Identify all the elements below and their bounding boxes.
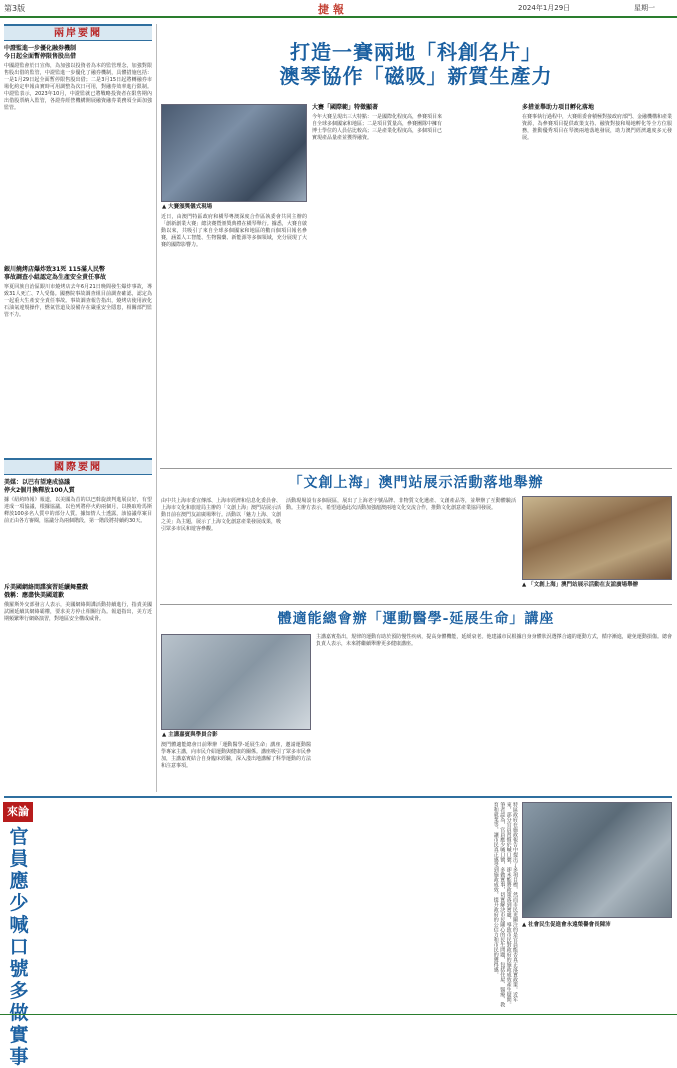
photo-caption: ▲ 大賽頒獎儀式現場 [162,204,213,210]
culture-headline: 「文創上海」澳門站展示活動落地舉辦 [288,475,544,491]
page-number: 第3版 [4,4,26,13]
article-headline: 銀川燒烤店爆炸致31死 115滿人民幣 [4,266,105,273]
article-body: 俄羅斯外交部發言人表示，美國網絡間諜活動持續進行，指責美國試圖延續其網絡霸權，要求美方停止相關行為。報道指出，美方近期頻繁舉行網絡演習，對地區安全構成威脅。 [4,602,152,622]
sports-headline: 體適能總會辦「運動醫學-延展生命」講座 [277,611,555,627]
section-divider [160,604,672,605]
article-body: 今年大賽呈現出三大特點：一是國際化程度高，參賽項目來自全球多個國家和地區；二是項目質量高，參賽團隊中擁有博士學位的人員佔比較高；三是產業化程度高，多個項目已實現產品量產並獲得融資。 [312,114,443,141]
article-subheadline: 停火2個月換釋放100人質 [4,487,75,494]
section-header-international: 國際要聞 [4,458,152,475]
author-portrait-photo [522,802,672,918]
main-headline: 打造一賽兩地「科創名片」 [290,40,542,64]
article-body: 主講嘉賓指出，規律的運動有助於預防慢性疾病，提高身體機能，延緩衰老。他建議市民根據自身身體狀況選擇合適的運動方式，循序漸進，避免運動損傷。總會負責人表示，未來將繼續舉辦更多健康講座。 [316,634,672,647]
photo-caption: ▲ 主講嘉賓與學員合影 [162,732,218,738]
award-ceremony-photo [161,104,307,202]
article-body: 在賽事執行過程中，大賽組委會積極對接政府部門、金融機構和產業資源，為參賽項目提供政策支持、融資對接和場地孵化等全方位服務，推動優秀項目在琴澳兩地落地發展，助力澳門經濟適度多元發展。 [522,114,673,141]
issue-weekday: 星期一 [634,4,655,12]
section-divider [4,796,672,798]
lecture-group-photo [161,634,311,730]
page-footer [0,1014,677,1024]
article-body: 據《紐約時報》報道，以美國為首的以巴斡旋談判進展良好，有望達成一項協議，根據協議，以色列將停火約兩個月，以換取哈馬斯釋放100多名人質中的部分人質。據知情人士透露，該協議草案目前正由各方審閱，協議分為兩個階段，第一階段將持續約30天。 [4,497,152,524]
article-body: 中國證監會於日宣佈，為加強以投資者為本的監管理念，加強對限售股出借的監管，中證監進一步優化了融券機制，具體措施包括：一是1月29日起全面暫停限售股出借；二是3月15日起將轉融券市場化約定申報由實時可用調整為次日可用，對融券效率進行限制。中證監表示，2023年10月，中證監就已將戰略投資者在限售期內出借股票納入監管，各證券經營機構開展融資融券業務須全面加強監管。 [4,63,152,111]
article-subheadline: 俄稱：應盡快美國道歉 [4,592,65,599]
photo-caption: ▲ 社會民生促進會永遠榮譽會長陳沛 [522,922,611,928]
article-body: 寧夏回族自治區銀川市燒烤店去年6月21日晚間發生爆炸事故，導致31人死亡、7人受傷。國務院事故調查組目前調查確認，認定為一起重大生產安全責任事故。事故調查報告指出，燒烤店使用液化石油氣違規操作，燃氣管道及設備存在嚴重安全隱患，相關部門監管不力。 [4,284,152,318]
article-body: 近日，由澳門特區政府和橫琴粵澳深度合作區執委會共同主辦的「創新創業大賽」總決賽暨頒獎典禮在橫琴舉行。據悉，大賽自啟動以來，共吸引了來自全球多個國家和地區的數百個項目報名參賽，涵蓋人工智能、生物醫藥、新能源等多個領域，充分展現了大賽的國際影響力。 [161,214,307,248]
article-body: 澳門體適能總會日前舉辦「運動醫學-延展生命」講座，邀請運動醫學專家主講，向市民介紹運動與健康的關係。講座吸引了眾多市民參加，主講嘉賓結合自身臨床經驗，深入淺出地講解了科學運動的方法和注意事項。 [161,742,312,769]
article-headline: 斥美國網絡間諜演習延續舞臺戲 [4,584,89,591]
article-headline: 中證監進一步優化融券機制 [4,45,77,52]
main-subheadline: 澳琴協作「磁吸」新質生產力 [279,64,553,88]
culture-exhibition-photo [522,496,672,580]
opinion-headline: 官員應少喊口號多做實事 [9,826,29,1068]
photo-caption: ▲ 「文創上海」澳門站展示活動在友誼廣場舉辦 [522,582,639,588]
article-subheading: 多措並舉助力項目孵化落地 [522,104,595,111]
article-body: 活動現場設有多個展區，展出了上海老字號品牌、非物質文化遺產、文創產品等，並舉辦了互動體驗活動。主辦方表示，希望通過此次活動加強滬澳兩地文化交流合作，推動文化創意產業協同發展。 [286,498,516,511]
opinion-body: 特區政府在施政報告中提出了多項目標，然而市民更關注的是官員能否真正落實政策。近年來，部分官員習慣於喊口號，卻未能將政策落到實處，導致市民對政府的施政成效產生疑問。筆者認為，官員應少喊口號，多做實事，切實解決市民關心的民生問題，包括住屋、醫療、教育和就業等，讓市民真正感受到施政成效，提升政府的公信力和市民的獲得感。 [492,802,518,1007]
masthead [0,0,677,18]
section-divider [160,468,672,469]
article-headline: 美媒：以巴有望達成協議 [4,479,71,486]
article-body: 由中共上海市委宣傳部、上海市經濟和信息化委員會、上海市文化和旅遊局主辦的「文創上海」澳門站展示活動日前在澳門友誼廣場舉行。活動以「魅力上海、文創之美」為主題，展示了上海文化創意產業發展成果，吸引眾多市民和遊客參觀。 [161,498,282,532]
article-subheading: 大賽「國際範」特徵顯著 [312,104,379,111]
issue-date: 2024年1月29日 [518,4,571,12]
article-subheadline: 事故調查小組認定為生產安全責任事故 [4,274,107,281]
article-subheadline: 今日起全面暫停限售股出借 [4,53,77,60]
section-header-cross-strait: 兩岸要聞 [4,24,152,41]
column-divider [156,24,157,792]
newspaper-logo: 捷 報 [318,3,344,16]
opinion-tag: 來論 [3,802,33,822]
